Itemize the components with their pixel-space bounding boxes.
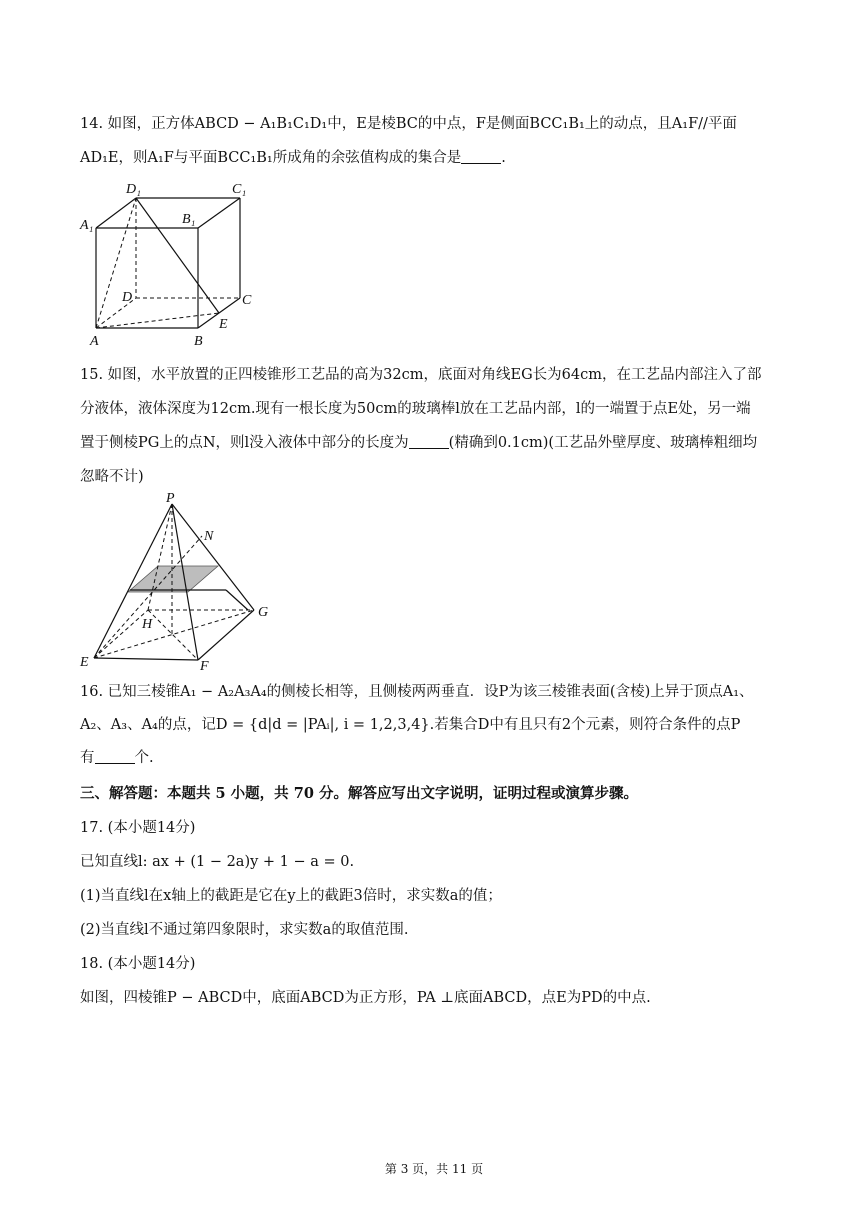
q16-line3-end: 个.: [134, 750, 154, 766]
q16-line3: [80, 748, 154, 768]
q16-answer-blank: [95, 749, 135, 764]
q14-line1: 14. 如图，正方体ABCD − A₁B₁C₁D₁中，E是棱BC的中点，F是侧面BCC₁B₁上的动点，且A₁F//平面: [80, 116, 737, 132]
q18-header: 18. (本小题14分): [80, 956, 196, 972]
label-G: G: [258, 605, 269, 620]
liquid-surface: [128, 566, 218, 592]
q15-line3-end: (精确到0.1cm)(工艺品外壁厚度、玻璃棒粗细均: [448, 435, 758, 451]
label-B1: B₁: [182, 212, 196, 227]
q15-line2: 分液体，液体深度为12cm.现有一根长度为50cm的玻璃棒l放在工艺品内部，l的一端置于点E处，另一端: [80, 401, 751, 417]
q17-stem: 已知直线l: ax + (1 − 2a)y + 1 − a = 0.: [80, 854, 355, 870]
label-D1: D₁: [126, 182, 141, 197]
label-P: P: [166, 491, 175, 506]
q16-line1: 16. 已知三棱锥A₁ − A₂A₃A₄的侧棱长相等，且侧棱两两垂直．设P为该三棱锥表面(含棱)上异于顶点A₁、: [80, 684, 754, 700]
q17-part2: (2)当直线l不通过第四象限时，求实数a的取值范围.: [80, 922, 409, 938]
q14-line2-text: AD₁E，则A₁F与平面BCC₁B₁所成角的余弦值构成的集合是: [80, 150, 462, 166]
q16-line3-text: 有: [80, 750, 95, 766]
q15-line3-text: 置于侧棱PG上的点N，则l没入液体中部分的长度为: [80, 435, 409, 451]
q14-answer-blank: [461, 149, 501, 164]
segment-D1E: [136, 198, 219, 313]
cube-figure: [78, 178, 268, 350]
label-D: D: [122, 290, 133, 305]
pyramid-figure: [76, 490, 276, 672]
q15-line1: 15. 如图，水平放置的正四棱锥形工艺品的高为32cm，底面对角线EG长为64cm，在工艺品内部注入了部: [80, 367, 762, 383]
label-A: A: [90, 334, 99, 349]
diagonal-EG-hidden: [94, 610, 254, 658]
segment-AD1-hidden: [96, 198, 136, 328]
edge-A1D1: [96, 198, 136, 228]
label-E: E: [219, 317, 228, 332]
label-E: E: [80, 655, 89, 670]
label-N: N: [204, 529, 214, 544]
edge-EF: [94, 658, 198, 660]
q18-stem: 如图，四棱锥P − ABCD中，底面ABCD为正方形，PA ⊥底面ABCD，点E为PD的中点.: [80, 990, 651, 1006]
q15-answer-blank: [409, 434, 449, 449]
q16-line2: A₂、A₃、A₄的点，记D = {d|d = |PAᵢ|, i = 1,2,3,4}.若集合D中有且只有2个元素，则符合条件的点P: [80, 717, 741, 733]
q14-line2: [80, 148, 506, 168]
rod-EN-hidden: [94, 536, 202, 658]
liquid-line-side: [226, 590, 248, 610]
page-footer: 第 3 页，共 11 页: [384, 1162, 484, 1176]
q14-line2-end: .: [501, 150, 506, 166]
label-B: B: [194, 334, 203, 349]
label-A1: A₁: [80, 218, 94, 233]
label-C1: C₁: [232, 182, 247, 197]
q17-header: 17. (本小题14分): [80, 820, 196, 836]
label-H: H: [142, 617, 153, 632]
q17-part1: (1)当直线l在x轴上的截距是它在y上的截距3倍时，求实数a的值；: [80, 888, 502, 904]
q15-line4: 忽略不计): [80, 469, 144, 485]
edge-PH-hidden: [148, 504, 172, 610]
edge-B1C1: [198, 198, 240, 228]
edge-PG: [172, 504, 254, 610]
edge-EH-hidden: [94, 610, 148, 658]
label-F: F: [200, 659, 209, 672]
label-C: C: [242, 293, 252, 308]
q15-line3: [80, 433, 757, 453]
edge-FG: [198, 610, 254, 660]
section-3-heading: 三、解答题：本题共 5 小题，共 70 分。解答应写出文字说明，证明过程或演算步骤。: [80, 785, 638, 802]
